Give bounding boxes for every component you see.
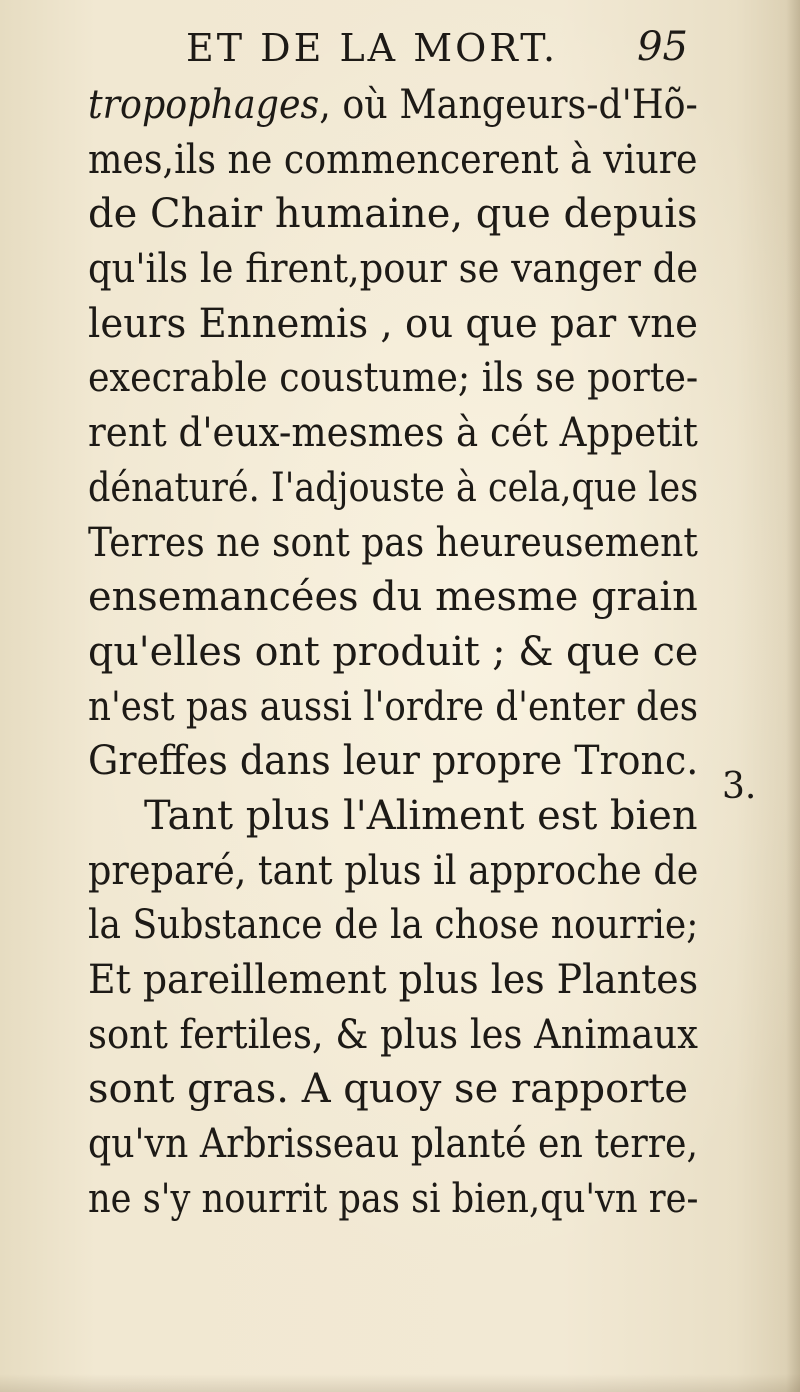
margin-note: 3. bbox=[722, 766, 757, 807]
text-line: sont fertiles, & plus les Animaux bbox=[88, 1011, 698, 1058]
text-line: sont gras. A quoy se rapporte bbox=[88, 1066, 689, 1113]
text-line: la Substance de la chose nourrie; bbox=[88, 902, 699, 949]
text-line: rent d'eux-mesmes à cét Appetit bbox=[88, 410, 698, 457]
text-line: n'est pas aussi l'ordre d'enter des bbox=[88, 683, 699, 730]
text-line: Greffes dans leur propre Tronc. bbox=[88, 738, 699, 785]
text-line: preparé, tant plus il approche de bbox=[88, 847, 699, 894]
text-line: leurs Ennemis , ou que par vne bbox=[88, 300, 699, 347]
page-bottom-shadow bbox=[0, 1374, 800, 1392]
text-line: ensemancées du mesme grain bbox=[88, 574, 698, 621]
text-line: Terres ne sont pas heureusement bbox=[88, 519, 698, 566]
text-line: de Chair humaine, que depuis bbox=[88, 191, 698, 238]
running-head: ET DE LA MORT. bbox=[186, 26, 559, 70]
text-line: Et pareillement plus les Plantes bbox=[88, 957, 699, 1003]
text-line bbox=[88, 78, 698, 133]
page-number: 95 bbox=[637, 24, 688, 70]
page-edge-shadow bbox=[786, 0, 800, 1392]
italic-word: tropophages bbox=[88, 82, 320, 128]
page-header bbox=[88, 22, 688, 78]
text-line: qu'elles ont produit ; & que ce bbox=[88, 628, 699, 675]
body-text bbox=[88, 78, 698, 1226]
text-line: dénaturé. I'adjouste à cela,que les bbox=[88, 464, 699, 511]
paragraph-start-line: Tant plus l'Aliment est bien bbox=[144, 792, 698, 839]
text-line: qu'ils le firent,pour se vanger de bbox=[88, 246, 699, 293]
text-line: qu'vn Arbrisseau planté en terre, bbox=[88, 1121, 699, 1168]
text-line: execrable coustume; ils se porte- bbox=[88, 355, 699, 402]
line-text: , où Mangeurs-d'Hõ- bbox=[319, 82, 698, 128]
text-line: mes,ils ne commencerent à viure bbox=[88, 136, 698, 183]
text-line: ne s'y nourrit pas si bien,qu'vn re- bbox=[88, 1175, 699, 1222]
